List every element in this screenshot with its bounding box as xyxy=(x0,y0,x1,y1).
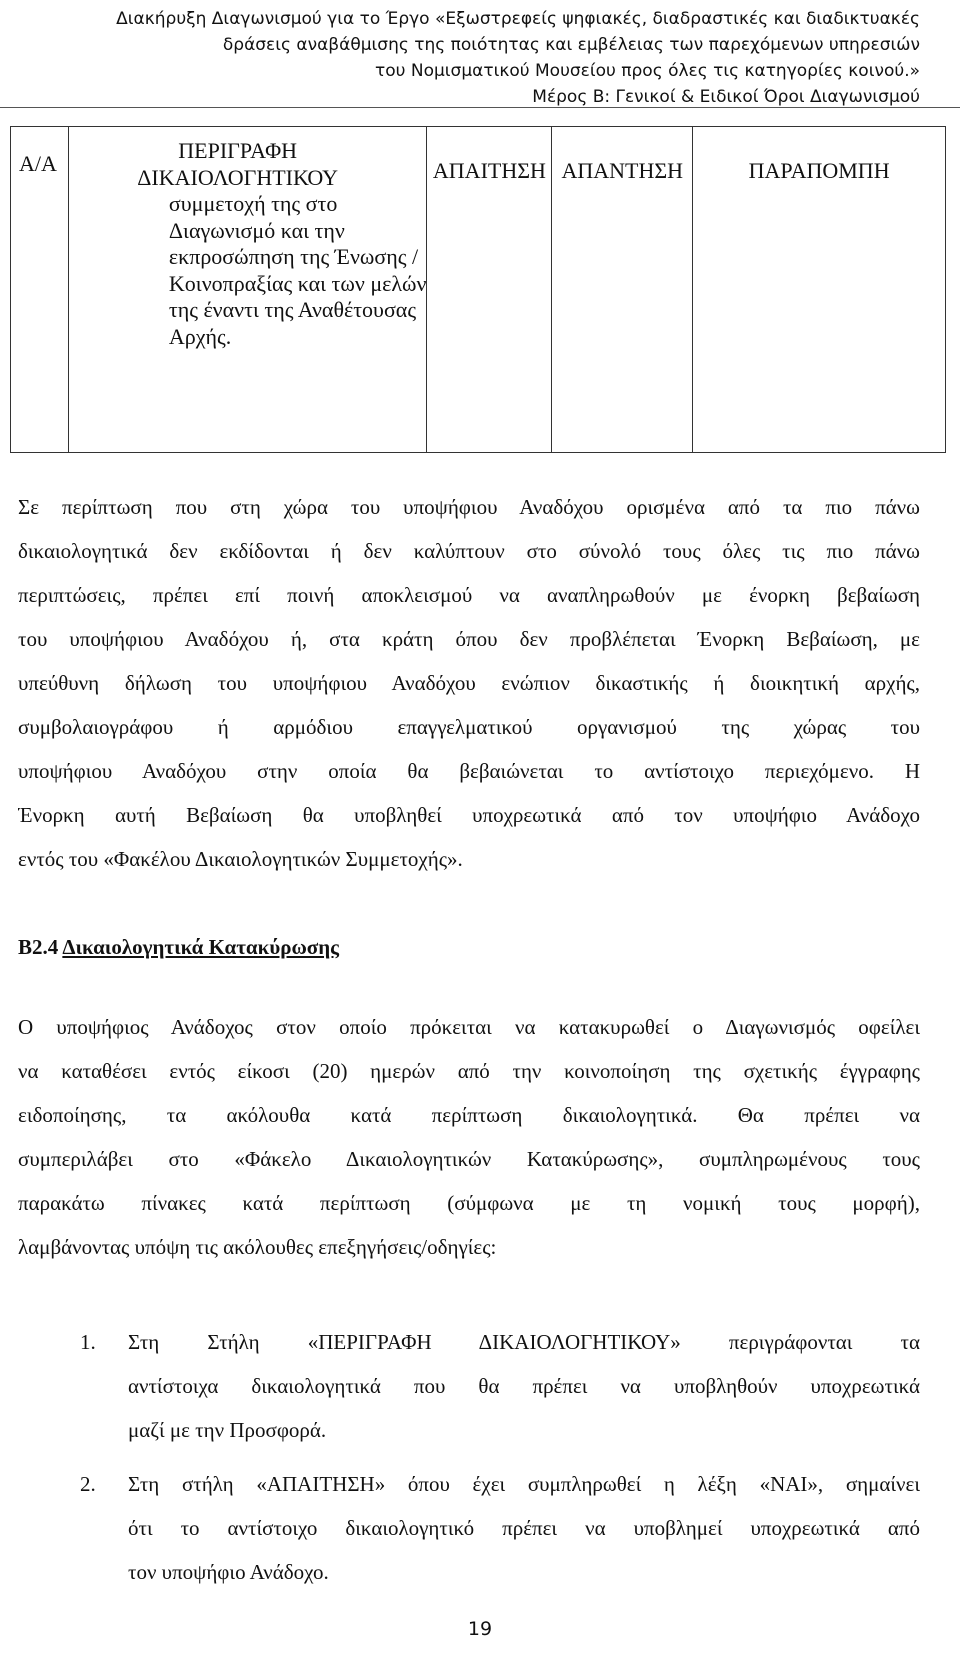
section-number: Β2.4 xyxy=(18,935,59,959)
paragraph-line: λαμβάνοντας υπόψη τις ακόλουθες επεξηγήσεις/οδηγίες: xyxy=(18,1235,497,1259)
paragraph-line: υπεύθυνη δήλωση του υποψήφιου Αναδόχου ενώπιον δικαστικής ή διοικητική αρχής, xyxy=(18,671,920,695)
column-header-description-line2: ΔΙΚΑΙΟΛΟΓΗΤΙΚΟΥ xyxy=(137,165,339,190)
column-header-answer: ΑΠΑΝΤΗΣΗ xyxy=(561,158,684,183)
description-line: Διαγωνισμό και την xyxy=(168,217,345,243)
description-line: συμμετοχή της στο xyxy=(168,191,338,216)
paragraph-line: Ο υποψήφιος Ανάδοχος στον οποίο πρόκειται να κατακυρωθεί ο Διαγωνισμός οφείλει xyxy=(18,1015,920,1039)
header-line: δράσεις αναβάθμισης της ποιότητας και εμβέλειας των παρεχόμενων υπηρεσιών xyxy=(222,35,920,55)
list-item-line: Στη στήλη «ΑΠΑΙΤΗΣΗ» όπου έχει συμπληρωθεί η λέξη «ΝΑΙ», σημαίνει xyxy=(128,1472,920,1496)
list-item-line: ότι το αντίστοιχο δικαιολογητικό πρέπει να υποβλημεί υποχρεωτικά από xyxy=(128,1516,920,1540)
description-line: Αρχής. xyxy=(168,323,232,349)
paragraph-award-documents xyxy=(18,1005,920,1269)
list-item-line: τον υποψήφιο Ανάδοχο. xyxy=(128,1560,329,1584)
paragraph-line: του υποψήφιου Αναδόχου ή, στα κράτη όπου δεν προβλέπεται Ένορκη Βεβαίωση, με xyxy=(18,627,920,651)
column-header-reference: ΠΑΡΑΠΟΜΠΗ xyxy=(748,158,890,183)
paragraph-line: παρακάτω πίνακες κατά περίπτωση (σύμφωνα με τη νομική τους μορφή), xyxy=(18,1191,920,1215)
paragraph-line: δικαιολογητικά δεν εκδίδονται ή δεν καλύπτουν στο σύνολό τους όλες τις πιο πάνω xyxy=(18,539,920,563)
list-item-line: μαζί με την Προσφορά. xyxy=(128,1418,327,1442)
description-cell xyxy=(77,191,427,350)
page-number: 19 xyxy=(467,1618,493,1640)
paragraph-line: συμβολαιογράφου ή αρμόδιου επαγγελματικού οργανισμού της χώρας του xyxy=(18,715,920,739)
paragraph-line: υποψήφιου Αναδόχου στην οποία θα βεβαιώνεται το αντίστοιχο περιεχόμενο. Η xyxy=(18,759,920,783)
paragraph-alternative-affidavit xyxy=(18,485,920,881)
header-line: Μέρος Β: Γενικοί & Ειδικοί Όροι Διαγωνισμού xyxy=(532,87,920,107)
list-item xyxy=(18,1462,920,1594)
column-reference xyxy=(693,127,946,453)
column-header-aa: Α/Α xyxy=(19,151,57,176)
section-heading xyxy=(18,935,339,960)
list-item xyxy=(18,1320,920,1452)
section-title: Δικαιολογητικά Κατακύρωσης xyxy=(62,935,340,959)
description-line: της έναντι της Αναθέτουσας xyxy=(168,297,417,322)
paragraph-line: να καταθέσει εντός είκοσι (20) ημερών από την κοινοποίηση της σχετικής έγγραφης xyxy=(18,1059,920,1083)
paragraph-line: Ένορκη αυτή Βεβαίωση θα υποβληθεί υποχρεωτικά από τον υποψήφιο Ανάδοχο xyxy=(18,803,920,827)
list-item-number: 1. xyxy=(80,1330,96,1354)
paragraph-line: εντός του «Φακέλου Δικαιολογητικών Συμμετοχής». xyxy=(18,847,463,871)
instructions-list xyxy=(18,1320,920,1594)
header-divider xyxy=(0,107,960,108)
header-line: του Νομισματικού Μουσείου προς όλες τις κατηγορίες κοινού.» xyxy=(375,61,920,81)
description-line: Κοινοπραξίας και των μελών xyxy=(168,270,427,296)
column-header-requirement: ΑΠΑΙΤΗΣΗ xyxy=(432,158,546,183)
running-header xyxy=(20,6,920,110)
paragraph-line: περιπτώσεις, πρέπει επί ποινή αποκλεισμού να αναπληρωθούν με ένορκη βεβαίωση xyxy=(18,583,920,607)
column-description xyxy=(68,127,427,453)
list-item-line: Στη Στήλη «ΠΕΡΙΓΡΑΦΗ ΔΙΚΑΙΟΛΟΓΗΤΙΚΟΥ» περιγράφονται τα xyxy=(128,1330,920,1354)
paragraph-line: ειδοποίησης, τα ακόλουθα κατά περίπτωση δικαιολογητικά. Θα πρέπει να xyxy=(18,1103,920,1127)
list-item-number: 2. xyxy=(80,1472,96,1496)
column-header-description-line1: ΠΕΡΙΓΡΑΦΗ xyxy=(178,138,298,163)
column-answer xyxy=(552,127,693,453)
description-line: εκπροσώπηση της Ένωσης / xyxy=(168,244,419,269)
paragraph-line: Σε περίπτωση που στη χώρα του υποψήφιου Αναδόχου ορισμένα από τα πιο πάνω xyxy=(18,495,920,519)
column-requirement xyxy=(427,127,552,453)
paragraph-line: συμπεριλάβει στο «Φάκελο Δικαιολογητικών Κατακύρωσης», συμπληρωμένους τους xyxy=(18,1147,920,1171)
column-aa xyxy=(11,127,69,453)
requirements-table xyxy=(10,126,946,453)
header-line: Διακήρυξη Διαγωνισμού για το Έργο «Εξωστρεφείς ψηφιακές, διαδραστικές και διαδικτυακές xyxy=(116,9,920,29)
list-item-line: αντίστοιχα δικαιολογητικά που θα πρέπει να υποβληθούν υποχρεωτικά xyxy=(128,1374,920,1398)
